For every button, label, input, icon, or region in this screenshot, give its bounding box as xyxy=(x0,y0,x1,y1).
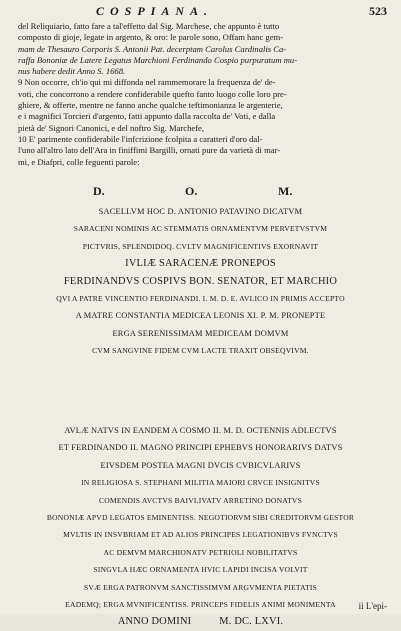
dom-letter-m: M. xyxy=(278,184,293,198)
inscription-line: BONONIÆ APVD LEGATOS EMINENTISS. NEGOTIORVM SIBI CREDITORVM GESTOR xyxy=(46,512,355,522)
inscription-line: EIVSDEM POSTEA MAGNI DVCIS CVBICVLARIVS xyxy=(100,460,301,470)
inscription-line: ET FERDINANDO II. MAGNO PRINCIPI EPHEBVS HONORARIVS DATVS xyxy=(58,443,343,453)
inscription-block-one xyxy=(10,203,391,360)
dom-letter-d: D. xyxy=(93,184,105,198)
running-title: COSPIANA. xyxy=(96,4,214,18)
inscription-line: IVLIÆ SARACENÆ PRONEPOS xyxy=(125,258,276,270)
body-line: raffa Bononiæ de Latere Legatus Marchioni Ferdinando Cospio purpuratum mu- xyxy=(18,54,298,65)
body-line: voti, che concorrono a rendere confiderabile quefto fanto luogo colle loro pre- xyxy=(18,88,287,99)
inscription-line: QVI A PATRE VINCENTIO FERDINANDI. I. M. D. E. AVLICO IN PRIMIS ACCEPTO xyxy=(56,293,345,303)
inscription-line: SINGVLA HÆC ORNAMENTA HVIC LAPIDI INCISA VOLVIT xyxy=(93,565,308,575)
body-line: nus habere dedit Anno S. 1668. xyxy=(18,66,126,77)
inscription-line: CVM SANGVINE FIDEM CVM LACTE TRAXIT OBSEQVIVM. xyxy=(92,346,309,356)
inscription-line: MVLTIS IN INSVBRIAM ET AD ALIOS PRINCIPES LEGATIONIBVS FVNCTVS xyxy=(63,530,338,540)
body-line: ghiere, & offerte, mentre ne fanno anche qualche teftimonianza le argenterie, xyxy=(18,100,283,111)
inscription-line: ERGA SERENISSIMAM MEDICEAM DOMVM xyxy=(112,328,289,338)
catchword: ii L'epi- xyxy=(358,601,387,611)
body-line: composto di gioje, legate in argento, & oro: le parole sono, Offam hanc gem- xyxy=(18,32,284,43)
body-line: l'uno all'altro lato dell'Ara in finiffimi Bargilli, ornati pure da varietà di mar- xyxy=(18,145,281,156)
dom-letters xyxy=(0,184,401,200)
inscription-block-two xyxy=(10,422,391,631)
body-text xyxy=(18,21,390,168)
body-line: mam de Thesauro Corporis S. Antonii Pat. decerptam Carolus Cardinalis Ca- xyxy=(18,43,287,54)
inscription-line: ANNO DOMINI M. DC. LXVI. xyxy=(117,616,284,628)
body-line: pietà de' Signori Canonici, e del noftro Sig. Marchefe, xyxy=(18,122,205,133)
page-header xyxy=(0,4,401,20)
inscription-line: SARACENI NOMINIS AC STEMMATIS ORNAMENTVM PERVETVSTVM xyxy=(73,224,328,234)
inscription-line: A MATRE CONSTANTIA MEDICEA LEONIS XI. P. M. PRONEPTE xyxy=(75,311,326,321)
inscription-line: AC DEMVM MARCHIONATV PETRIOLI NOBILITATVS xyxy=(103,547,298,557)
body-line: mi, e Diafpri, colle feguenti parole: xyxy=(18,156,140,167)
body-line: e i magnifici Torcieri d'argento, fatti appunto dalla raccolta de' Voti, e dalla xyxy=(18,111,276,122)
inscription-line: SACELLVM HOC D. ANTONIO PATAVINO DICATVM xyxy=(98,207,303,216)
page-number: 523 xyxy=(369,4,387,18)
body-line: 10 E' parimente confiderabile l'infcrizione fcolpita a caratteri d'oro dal- xyxy=(18,133,263,144)
body-line: 9 Non occorre, ch'io qui mi diffonda nel rammemorare la frequenza de' de- xyxy=(18,77,276,88)
inscription-line: AVLÆ NATVS IN EANDEM A COSMO II. M. D. OCTENNIS ADLECTVS xyxy=(64,426,337,435)
body-line: del Reliquiario, fatto fare a tal'effetto dal Sig. Marchese, che appunto è tutto xyxy=(18,21,280,31)
inscription-line: SVÆ ERGA PATRONVM SANCTISSIMVM ARGVMENTA PIETATIS xyxy=(84,582,317,592)
inscription-line: FERDINANDVS COSPIVS BON. SENATOR, ET MARCHIO xyxy=(63,275,338,287)
inscription-line: EADEMQ; ERGA MVNIFICENTISS. PRINCEPS FIDELIS ANIMI MONIMENTA xyxy=(65,599,336,609)
dom-letter-o: O. xyxy=(185,184,198,198)
inscription-line: IN RELIGIOSA S. STEPHANI MILITIA MAIORI CRVCE INSIGNITVS xyxy=(81,478,320,488)
inscription-line: PICTVRIS, SPLENDIDOQ. CVLTV MAGNIFICENTIVS EXORNAVIT xyxy=(82,241,319,251)
inscription-line: COMENDIS AVCTVS BAIVLIVATV ARRETINO DONATVS xyxy=(98,495,303,505)
